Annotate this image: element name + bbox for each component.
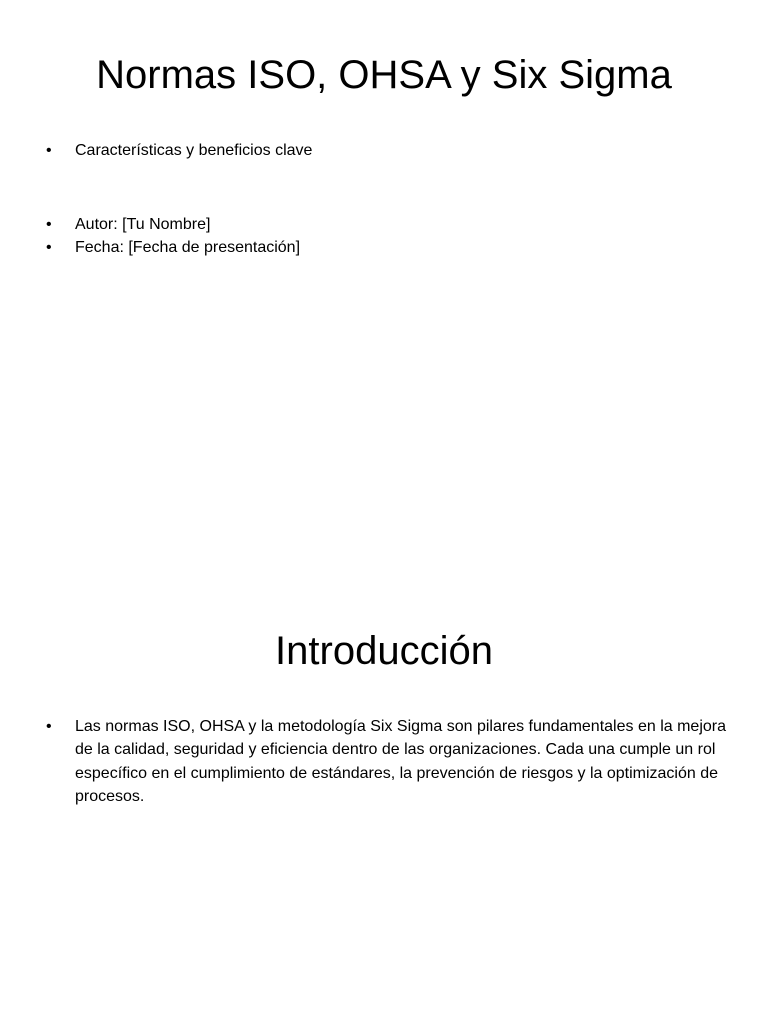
- slide-introduction: [0, 578, 768, 1024]
- bullet-list: [46, 715, 726, 808]
- bullet-icon: •: [46, 142, 52, 159]
- bullet-item: [46, 139, 726, 162]
- bullet-icon: •: [46, 239, 52, 256]
- bullet-icon: •: [46, 216, 52, 233]
- slide-title: Normas ISO, OHSA y Six Sigma: [96, 53, 672, 97]
- bullet-icon: •: [46, 718, 52, 735]
- bullet-item: [46, 236, 726, 259]
- bullet-item: [46, 715, 726, 808]
- bullet-item: [46, 213, 726, 236]
- bullet-text: Fecha: [Fecha de presentación]: [75, 239, 301, 256]
- slide-title: Introducción: [275, 629, 493, 673]
- spacer: [46, 162, 726, 213]
- bullet-text: Las normas ISO, OHSA y la metodología Six Sigma son pilares fundamentales en la mejora de la calidad, seguridad y eficiencia dentro de las organizaciones. Cada una cumple un rol específico en el cumplimiento de estándares, la prevención de riesgos y la optimización de procesos.: [75, 718, 726, 805]
- bullet-text: Características y beneficios clave: [75, 142, 313, 159]
- bullet-text: Autor: [Tu Nombre]: [75, 216, 211, 233]
- bullet-list: [46, 139, 726, 259]
